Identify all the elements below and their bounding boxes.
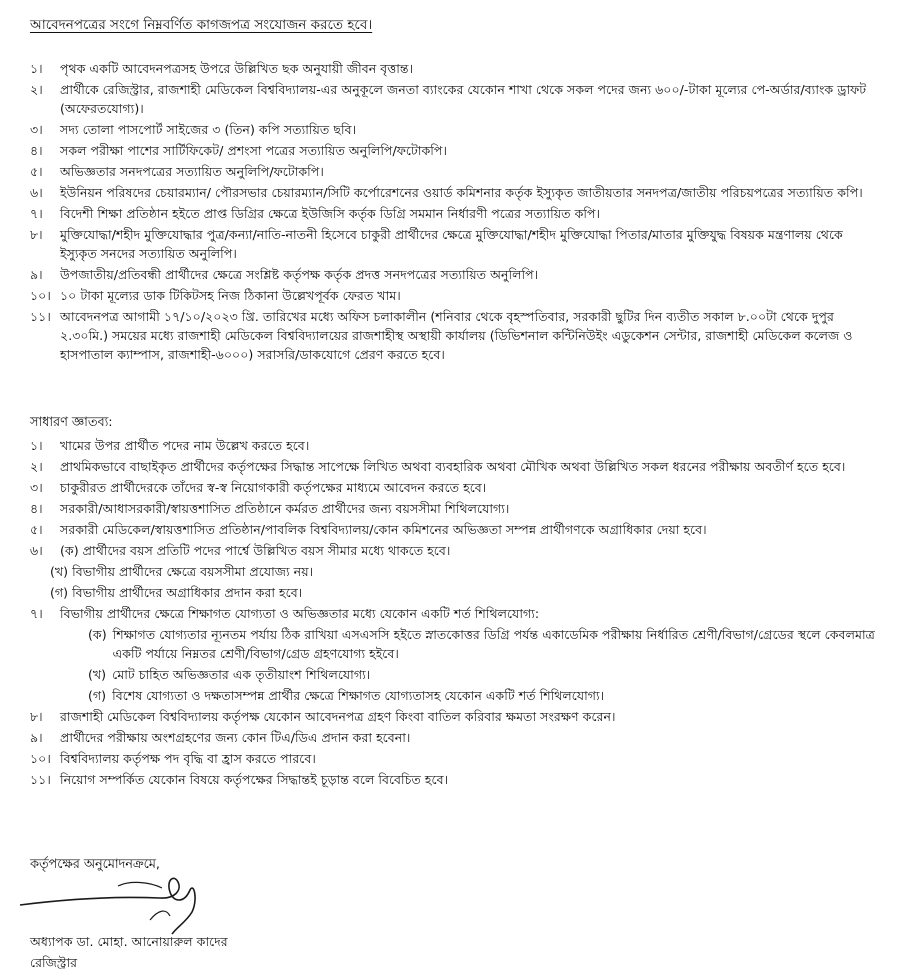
general-info-list bbox=[30, 436, 880, 791]
required-documents-list bbox=[30, 59, 880, 366]
list-item: ১০। বিশ্ববিদ্যালয় কর্তৃপক্ষ পদ বৃদ্ধি বা হ্রাস করতে পারবে। bbox=[30, 751, 316, 766]
list-item: ১। খামের উপর প্রার্থীত পদের নাম উল্লেখ করতে হবে। bbox=[30, 438, 310, 453]
sub-item: (খ) বিভাগীয় প্রার্থীদের ক্ষেত্রে বয়সসীমা প্রযোজ্য নয়। bbox=[50, 564, 314, 579]
list-item: ৫। অভিজ্ঞতার সনদপত্রের সত্যায়িত অনুলিপি/ফটোকপি। bbox=[30, 164, 324, 179]
list-item: ১০। ১০ টাকা মূল্যের ডাক টিকিটসহ নিজ ঠিকানা উল্লেখপূর্বক ফেরত খাম। bbox=[30, 288, 401, 303]
list-item: ২। প্রার্থীকে রেজিস্ট্রার, রাজশাহী মেডিকেল বিশ্ববিদ্যালয়-এর অনুকূলে জনতা ব্যাংকের যেকোন শাখা থেকে সকল পদের জন্য ৬০০/-টাকা মূল্যের পে-অর্ডার/ব্যাংক ড্রাফট (অফেরতযোগ্য)। bbox=[30, 82, 867, 116]
signer-title: রেজিস্ট্রার bbox=[30, 955, 78, 970]
signature-mark bbox=[0, 860, 260, 940]
list-item: ৯। প্রার্থীদের পরীক্ষায় অংশগ্রহণের জন্য কোন টিএ/ডিএ প্রদান করা হবেনা। bbox=[30, 730, 411, 745]
list-item: ২। প্রাথমিকভাবে বাছাইকৃত প্রার্থীদের কর্তৃপক্ষের সিদ্ধান্ত সাপেক্ষে লিখিত অথবা ব্যবহারিক অথবা মৌখিক অথবা উল্লিখিত সকল ধরনের পরীক্ষায় অবতীর্ণ হতে হবে। bbox=[30, 459, 846, 474]
list-item: ৫। সরকারী মেডিকেল/স্বায়ত্তশাসিত প্রতিষ্ঠান/পাবলিক বিশ্ববিদ্যালয়/কোন কমিশনের অভিজ্ঞতা সম্পন্ন প্রার্থীগণকে অগ্রাধিকার দেয়া হবে। bbox=[30, 522, 707, 537]
list-item: ৬। ইউনিয়ন পরিষদের চেয়ারম্যান/ পৌরসভার চেয়ারম্যান/সিটি কর্পোরেশনের ওয়ার্ড কমিশনার কর্তৃক ইস্যুকৃত জাতীয়তার সনদপত্র/জাতীয় পরিচয়পত্রের সত্যায়িত কপি। bbox=[30, 185, 863, 200]
list-item: ৮। মুক্তিযোদ্ধা/শহীদ মুক্তিযোদ্ধার পুত্র/কন্যা/নাতি-নাতনী হিসেবে চাকুরী প্রার্থীদের ক্ষেত্রে মুক্তিযোদ্ধা/শহীদ মুক্তিযোদ্ধা পিতার/মাতার মুক্তিযুদ্ধ বিষয়ক মন্ত্রণালয় থেকে ইস্যুকৃত সনদের সত্যায়িত অনুলিপি। bbox=[30, 227, 843, 261]
list-item: ৩। সদ্য তোলা পাসপোর্ট সাইজের ৩ (তিন) কপি সত্যায়িত ছবি। bbox=[30, 122, 357, 137]
list-item: ১১। আবেদনপত্র আগামী ১৭/১০/২০২৩ খ্রি. তারিখের মধ্যে অফিস চলাকালীন (শনিবার থেকে বৃহস্পতিবার, সরকারী ছুটির দিন ব্যতীত সকাল ৮.০০টা থেকে দুপুর ২.৩০মি.) সময়ের মধ্যে রাজশাহী মেডিকেল বিশ্ববিদ্যালয়ের রাজশাহীস্থ অস্থায়ী কার্যালয় (ডিভিশনাল কন্টিনিউইং এডুকেশন সেন্টার, রাজশাহী মেডিকেল কলেজ ও হাসপাতাল ক্যাম্পাস, রাজশাহী-৬০০০) সরাসরি/ডাকযোগে প্রেরণ করতে হবে। bbox=[30, 309, 853, 362]
signer-name: অধ্যাপক ডা. মোহা. আনোয়ারুল কাদের bbox=[30, 934, 228, 949]
sub-item: (ক) শিক্ষাগত যোগ্যতার ন্যূনতম পর্যায় ঠিক রাখিয়া এসএসসি হইতে স্নাতকোত্তর ডিগ্রি পর্যন্ত একাডেমিক পরীক্ষায় নির্ধারিত শ্রেণী/বিভাগ/গ্রেডের স্থলে কেবলমাত্র একটি পর্যায়ে নিম্নতর শ্রেণী/বিভাগ/গ্রেড গ্রহণযোগ্য হইবে। bbox=[88, 627, 875, 661]
list-item: ৭। বিদেশী শিক্ষা প্রতিষ্ঠান হইতে প্রাপ্ত ডিগ্রির ক্ষেত্রে ইউজিসি কর্তৃক ডিগ্রি সমমান নির্ধারণী পত্রের সত্যায়িত কপি। bbox=[30, 206, 601, 221]
list-item: ৯। উপজাতীয়/প্রতিবন্ধী প্রার্থীদের ক্ষেত্রে সংশ্লিষ্ট কর্তৃপক্ষ কর্তৃক প্রদত্ত সনদপত্রের সত্যায়িত অনুলিপি। bbox=[30, 267, 539, 282]
approval-line: কর্তৃপক্ষের অনুমোদনক্রমে, bbox=[30, 857, 160, 872]
attachments-heading: আবেদনপত্রের সংগে নিম্নবর্ণিত কাগজপত্র সংযোজন করতে হবে। bbox=[30, 17, 373, 33]
list-item: ৭। বিভাগীয় প্রার্থীদের ক্ষেত্রে শিক্ষাগত যোগ্যতা ও অভিজ্ঞতার মধ্যে যেকোন একটি শর্ত শিথিলযোগ্য: bbox=[30, 606, 540, 621]
list-item: ৮। রাজশাহী মেডিকেল বিশ্ববিদ্যালয় কর্তৃপক্ষ যেকোন আবেদনপত্র গ্রহণ কিংবা বাতিল করিবার ক্ষমতা সংরক্ষণ করেন। bbox=[30, 709, 616, 724]
list-item: ৩। চাকুরীরত প্রার্থীদেরকে তাঁদের স্ব-স্ব নিয়োগকারী কর্তৃপক্ষের মাধ্যমে আবেদন করতে হবে। bbox=[30, 480, 487, 495]
list-item: ১। পৃথক একটি আবেদনপত্রসহ উপরে উল্লিখিত ছক অনুযায়ী জীবন বৃত্তান্ত। bbox=[30, 61, 414, 76]
list-item: ৬। (ক) প্রার্থীদের বয়স প্রতিটি পদের পার্শ্বে উল্লিখিত বয়স সীমার মধ্যে থাকতে হবে। bbox=[30, 543, 451, 558]
list-item: ১১। নিয়োগ সম্পর্কিত যেকোন বিষয়ে কর্তৃপক্ষের সিদ্ধান্তই চূড়ান্ত বলে বিবেচিত হবে। bbox=[30, 772, 449, 787]
sub-item: (গ) বিভাগীয় প্রার্থীদের অগ্রাধিকার প্রদান করা হবে। bbox=[50, 585, 303, 600]
sub-item: (গ) বিশেষ যোগ্যতা ও দক্ষতাসম্পন্ন প্রার্থীর ক্ষেত্রে শিক্ষাগত যোগ্যতাসহ যেকোন একটি শর্ত শিথিলযোগ্য। bbox=[88, 688, 605, 703]
list-item: ৪। সকল পরীক্ষা পাশের সার্টিফিকেট/ প্রশংসা পত্রের সত্যায়িত অনুলিপি/ফটোকপি। bbox=[30, 143, 447, 158]
sub-item: (খ) মোট চাহিত অভিজ্ঞতার এক তৃতীয়াংশ শিথিলযোগ্য। bbox=[88, 667, 371, 682]
list-item: ৪। সরকারী/আধাসরকারী/স্বায়ত্তশাসিত প্রতিষ্ঠানে কর্মরত প্রার্থীদের জন্য বয়সসীমা শিথিলযোগ্য। bbox=[30, 501, 510, 516]
general-info-title: সাধারণ জ্ঞাতব্য: bbox=[30, 415, 113, 430]
